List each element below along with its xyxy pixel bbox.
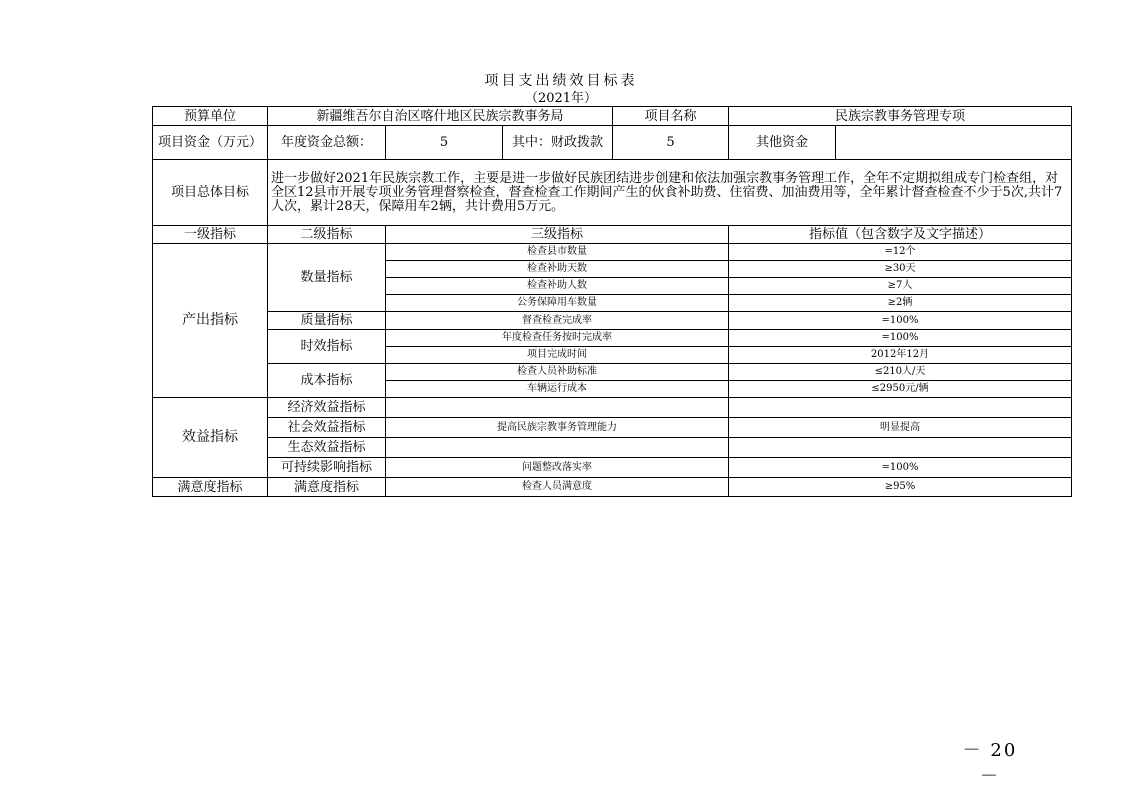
table-row — [153, 458, 1072, 478]
ecological-indicator-label: 生态效益指标 — [268, 438, 386, 458]
indicator-name — [386, 438, 729, 458]
indicator-value: =100% — [729, 458, 1072, 478]
indicator-name: 检查人员补助标准 — [386, 364, 729, 381]
page-title: 项目支出绩效目标表 — [484, 73, 638, 89]
funds-label: 项目资金（万元） — [153, 126, 268, 160]
indicator-value: =12个 — [729, 244, 1072, 261]
total-funds-value: 5 — [386, 126, 503, 160]
goal-label: 项目总体目标 — [153, 160, 268, 226]
indicator-name: 检查人员满意度 — [386, 478, 729, 497]
performance-goal-table — [152, 106, 1072, 497]
indicator-value: ≤210人/天 — [729, 364, 1072, 381]
indicator-name: 提高民族宗教事务管理能力 — [386, 418, 729, 438]
project-name-value: 民族宗教事务管理专项 — [729, 107, 1072, 126]
indicator-value: 2012年12月 — [729, 347, 1072, 364]
cost-indicator-label: 成本指标 — [268, 364, 386, 398]
table-row — [153, 364, 1072, 381]
table-row — [153, 244, 1072, 261]
quality-indicator-label: 质量指标 — [268, 312, 386, 330]
budget-unit-label: 预算单位 — [153, 107, 268, 126]
economic-indicator-label: 经济效益指标 — [268, 398, 386, 418]
indicator-value: ≤2950元/辆 — [729, 381, 1072, 398]
page-number: － 20 － — [962, 740, 1018, 787]
indicator-name: 检查县市数量 — [386, 244, 729, 261]
table-row — [153, 398, 1072, 418]
indicator-value: ≥2辆 — [729, 295, 1072, 312]
fiscal-funds-value: 5 — [613, 126, 729, 160]
level2-header: 二级指标 — [268, 226, 386, 244]
table-row — [153, 438, 1072, 458]
indicator-name — [386, 398, 729, 418]
satisfaction-sub-label: 满意度指标 — [268, 478, 386, 497]
table-row — [153, 312, 1072, 330]
indicator-name: 车辆运行成本 — [386, 381, 729, 398]
project-name-label: 项目名称 — [613, 107, 729, 126]
total-funds-label: 年度资金总额： — [268, 126, 386, 160]
indicator-name: 项目完成时间 — [386, 347, 729, 364]
table-row — [153, 330, 1072, 347]
sustainable-indicator-label: 可持续影响指标 — [268, 458, 386, 478]
table-row — [153, 478, 1072, 497]
level3-header: 三级指标 — [386, 226, 729, 244]
indicator-value: =100% — [729, 330, 1072, 347]
budget-unit-value: 新疆维吾尔自治区喀什地区民族宗教事务局 — [268, 107, 613, 126]
table-row — [153, 418, 1072, 438]
indicator-value: =100% — [729, 312, 1072, 330]
indicator-name: 年度检查任务按时完成率 — [386, 330, 729, 347]
budget-unit-row — [153, 107, 1072, 126]
indicator-name: 检查补助天数 — [386, 261, 729, 278]
indicator-value: ≥7人 — [729, 278, 1072, 295]
quantity-indicator-label: 数量指标 — [268, 244, 386, 312]
other-funds-label: 其他资金 — [729, 126, 836, 160]
funds-row — [153, 126, 1072, 160]
fiscal-funds-label: 其中：财政拨款 — [503, 126, 613, 160]
column-header-row — [153, 226, 1072, 244]
benefit-indicator-label: 效益指标 — [153, 398, 268, 478]
indicator-value: ≥95% — [729, 478, 1072, 497]
page-subtitle: （2021年） — [524, 91, 598, 106]
level1-header: 一级指标 — [153, 226, 268, 244]
value-header: 指标值（包含数字及文字描述） — [729, 226, 1072, 244]
indicator-value — [729, 438, 1072, 458]
indicator-name: 公务保障用车数量 — [386, 295, 729, 312]
goal-text: 进一步做好2021年民族宗教工作，主要是进一步做好民族团结进步创建和依法加强宗教事务管理工作，全年不定期拟组成专门检查组，对全区12县市开展专项业务管理督察检查，督查检查工作期间产生的伙食补助费、住宿费、加油费用等，全年累计督查检查不少于5次,共计7人次，累计28天，保障用车2辆，共计费用5万元。 — [268, 160, 1072, 226]
indicator-value: ≥30天 — [729, 261, 1072, 278]
social-indicator-label: 社会效益指标 — [268, 418, 386, 438]
satisfaction-indicator-label: 满意度指标 — [153, 478, 268, 497]
goal-row — [153, 160, 1072, 226]
indicator-name: 督查检查完成率 — [386, 312, 729, 330]
output-indicator-label: 产出指标 — [153, 244, 268, 398]
indicator-name: 检查补助人数 — [386, 278, 729, 295]
indicator-value: 明显提高 — [729, 418, 1072, 438]
indicator-value — [729, 398, 1072, 418]
timeliness-indicator-label: 时效指标 — [268, 330, 386, 364]
indicator-name: 问题整改落实率 — [386, 458, 729, 478]
other-funds-value — [836, 126, 1072, 160]
